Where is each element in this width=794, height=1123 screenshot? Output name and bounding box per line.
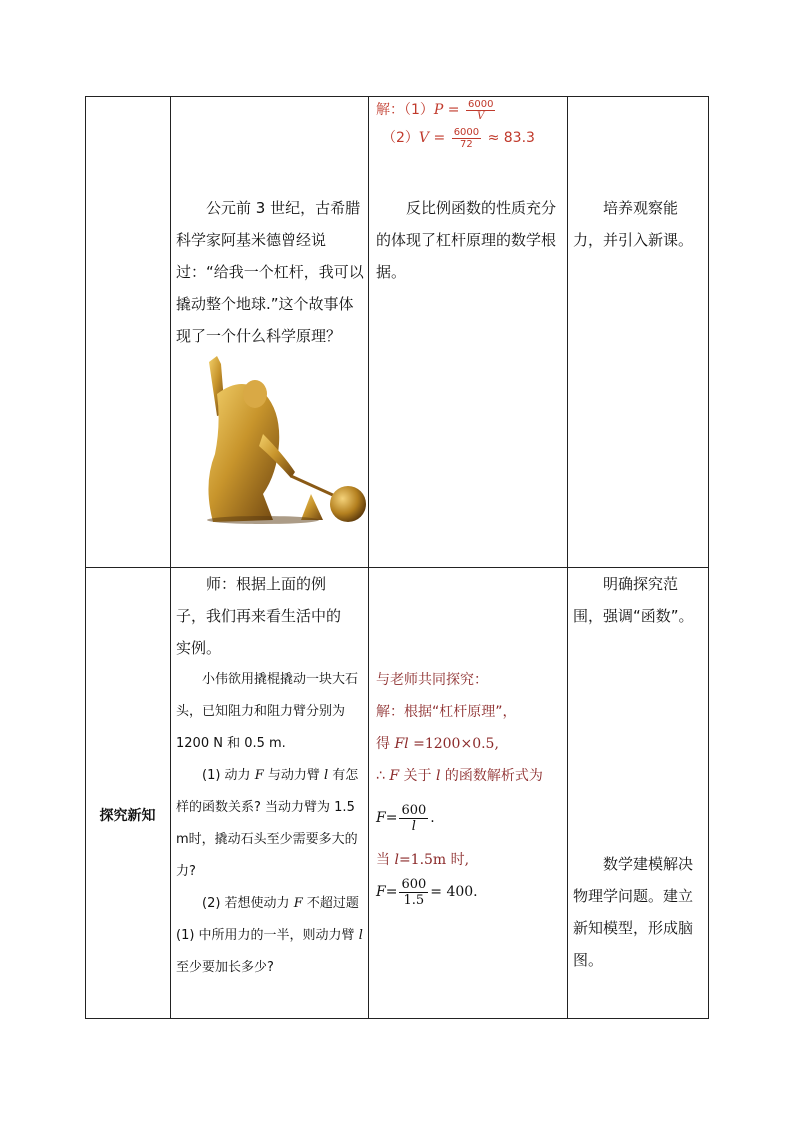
period: .: [430, 810, 435, 826]
step-text: 得: [376, 736, 395, 752]
student-activity-cell: [376, 192, 562, 288]
step-text: =1200×0.5,: [408, 736, 499, 752]
equals-sign: =: [385, 810, 398, 826]
equals-sign: =: [429, 130, 450, 146]
var-f: F: [254, 768, 264, 783]
design-intent-text: 数学建模解决物理学问题。建立新知模型，形成脑图。: [573, 855, 694, 969]
solution-prefix: 解：: [376, 102, 404, 118]
fraction-denominator: 72: [460, 138, 473, 150]
step-text: =1.5m 时,: [398, 852, 470, 868]
table-border-right: [708, 96, 709, 1019]
solution-result: ≈ 83.3: [483, 130, 535, 146]
part-label: （2）: [382, 130, 419, 146]
step-text: 当: [376, 852, 395, 868]
teacher-activity-text: 公元前 3 世纪，古希腊科学家阿基米德曾经说过：“给我一个杠杆，我可以撬动整个地球.”这个故事体现了一个什么科学原理？: [176, 199, 364, 345]
formula-line: [376, 792, 562, 844]
var-p: P: [433, 102, 444, 118]
fraction: [399, 803, 428, 834]
fraction: [466, 99, 495, 122]
fraction-numerator: 6000: [453, 126, 480, 138]
solution-line-2: [376, 124, 562, 152]
archimedes-lever-statue-image: [203, 354, 369, 524]
design-intent-cell: [573, 848, 703, 976]
var-f: F: [376, 810, 386, 826]
teacher-activity-cell: [176, 192, 364, 352]
student-intro-text: 与老师共同探究：: [376, 672, 488, 688]
part-label: （1）: [404, 102, 434, 118]
table-column-divider: [170, 96, 171, 1019]
therefore-symbol: ∴: [376, 768, 390, 784]
question-text: 与动力臂: [263, 768, 324, 783]
step-text: 关于: [399, 768, 436, 784]
table-column-divider: [567, 96, 568, 1019]
table-column-divider: [368, 96, 369, 1019]
equals-sign: =: [443, 102, 464, 118]
var-l: l: [358, 928, 363, 943]
solution-step: [376, 844, 562, 876]
var-fl: Fl: [394, 736, 409, 752]
var-v: V: [418, 130, 430, 146]
design-intent-text: 明确探究范围，强调“函数”。: [573, 575, 694, 625]
table-border-left: [85, 96, 86, 1019]
calc-line: [376, 876, 562, 908]
solution-line-1: [376, 96, 562, 124]
problem-text: 小伟欲用撬棍撬动一块大石头，已知阻力和阻力臂分别为 1200 N 和 0.5 m.: [176, 672, 359, 751]
solution-step: [376, 760, 562, 792]
step-text: 的函数解析式为: [440, 768, 543, 784]
question-text: (1) 动力: [202, 768, 255, 783]
student-activity-text: 反比例函数的性质充分的体现了杠杆原理的数学根据。: [376, 199, 557, 281]
var-f: F: [293, 896, 303, 911]
fraction-denominator: V: [477, 110, 485, 122]
design-intent-text: 培养观察能力，并引入新课。: [573, 199, 694, 249]
table-border-bottom: [85, 1018, 709, 1019]
fraction: [399, 877, 428, 908]
fraction: [452, 127, 481, 150]
teacher-intro-text: 师：根据上面的例子，我们再来看生活中的实例。: [176, 575, 342, 657]
question-2: [176, 888, 364, 984]
fraction-numerator: 600: [401, 876, 427, 892]
solution-intro: 解：根据“杠杆原理”，: [376, 704, 517, 720]
question-text: 有怎样的函数关系? 当动力臂为 1.5 m时，撬动石头至少需要多大的力?: [176, 768, 359, 879]
question-text: 不超过题 (1) 中所用力的一半，则动力臂: [176, 896, 359, 943]
var-f: F: [376, 884, 386, 900]
var-l: l: [323, 768, 329, 783]
var-l: l: [394, 852, 399, 868]
question-1: [176, 760, 364, 888]
design-intent-cell: [573, 192, 703, 256]
question-text: (2) 若想使动力: [202, 896, 294, 911]
solution-step: [376, 728, 562, 760]
fraction-numerator: 6000: [467, 98, 494, 110]
equals-sign: =: [385, 884, 398, 900]
calc-result: = 400.: [430, 884, 478, 900]
design-intent-cell: [573, 568, 703, 632]
var-l: l: [435, 768, 441, 784]
stage-label: 探究新知: [99, 808, 156, 824]
fraction-numerator: 600: [401, 802, 427, 818]
question-text: 至少要加长多少?: [176, 960, 274, 975]
student-activity-cell: [376, 664, 562, 908]
var-f: F: [389, 768, 400, 784]
teacher-activity-cell: [176, 568, 364, 984]
fraction-denominator: l: [411, 818, 416, 834]
fraction-denominator: 1.5: [403, 892, 425, 908]
solution-block: [376, 96, 562, 152]
